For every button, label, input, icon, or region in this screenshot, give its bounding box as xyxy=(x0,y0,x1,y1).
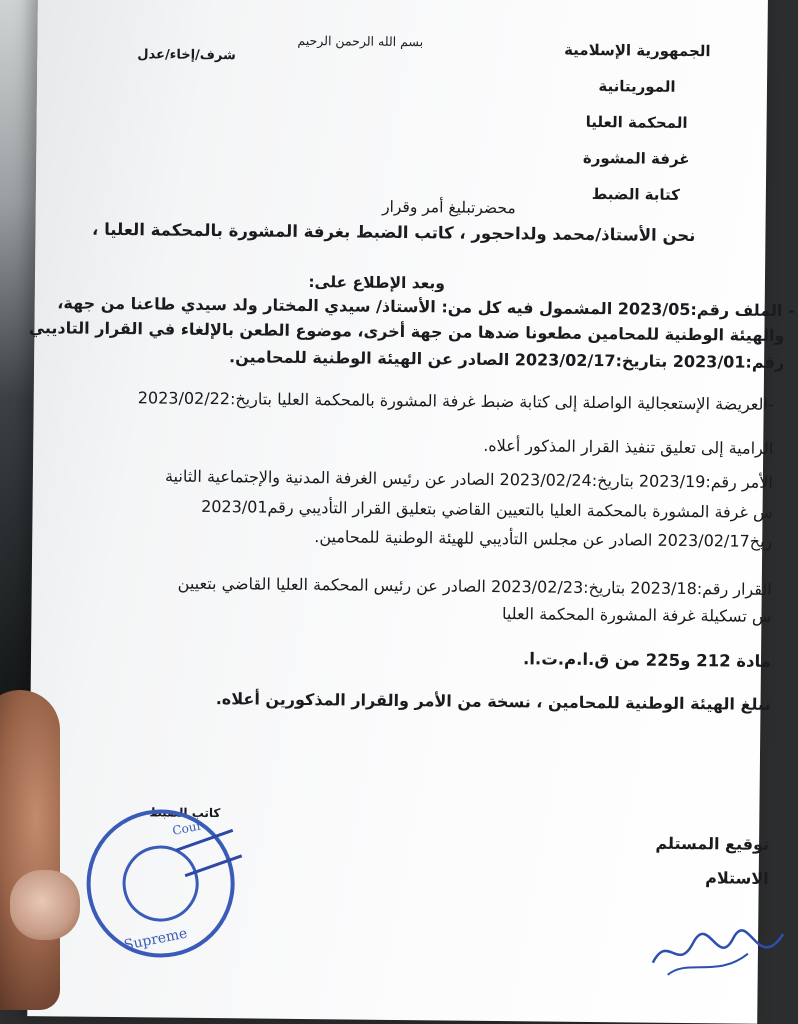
para3-line2: س غرفة المشورة بالمحكمة العليا بالتعيين القاضي بتعليق القرار التأديبي رقم2023/01 xyxy=(201,496,773,522)
para1-line2: والهيئة الوطنية للمحامين مطعونا ضدها من جهة أخرى، موضوع الطعن بالإلغاء في القرار التاديبي xyxy=(28,318,785,346)
motto: شرف/إخاء/عدل xyxy=(137,47,236,64)
office-name: كتابة الضبط xyxy=(591,184,681,204)
para1-line1: - الملف رقم:2023/05 المشمول فيه كل من: الأستاذ/ سيدي المختار ولد سيدي طاعنا من جهة، xyxy=(57,293,795,321)
thumbnail-fingernail xyxy=(10,870,80,940)
stamp-text-bottom: Supreme xyxy=(122,925,189,954)
receiver-signature-label: توقيع المستلم xyxy=(655,833,770,854)
clerk-signature-label: كاتب الضبط xyxy=(149,805,221,821)
holding-hand xyxy=(0,690,60,1010)
para4-line2: س تسكيلة غرفة المشورة المحكمة العليا xyxy=(501,604,772,626)
para3-line1: الأمر رقم:2023/19 بتاريخ:2023/02/24 الصادر عن رئيس الغرفة المدنية والإجتماعية الثانية xyxy=(164,466,773,492)
para2-line1: -العريضة الإستعجالية الواصلة إلى كتابة ضبط غرفة المشورة بالمحكمة العليا بتاريخ:2023/02/22 xyxy=(137,388,774,414)
receipt-label: الاستلام xyxy=(705,868,769,888)
para1-line3: رقم:2023/01 بتاريخ:2023/02/17 الصادر عن الهيئة الوطنية للمحامين. xyxy=(228,347,785,373)
after-review: وبعد الإطلاع على: xyxy=(308,273,446,293)
basmala: بسم الله الرحمن الرحيم xyxy=(297,32,424,50)
legal-articles: مادة 212 و225 من ق.ا.م.ت.ا. xyxy=(522,649,772,671)
para2-line2: الرامية إلى تعليق تنفيذ القرار المذكور أعلاه. xyxy=(483,435,774,458)
chamber-name: غرفة المشورة xyxy=(582,148,690,169)
stamp-text-top: Cour xyxy=(171,818,204,838)
letterhead xyxy=(536,31,738,213)
receiver-handwritten-signature xyxy=(648,913,789,984)
para4-line1: القرار رقم:2023/18 بتاريخ:2023/02/23 الصادر عن رئيس المحكمة العليا القاضي بتعيين xyxy=(177,573,772,599)
court-stamp xyxy=(73,796,247,970)
document-title: محضرتبليغ أمر وقرار xyxy=(382,197,516,218)
court-name: المحكمة العليا xyxy=(585,112,688,132)
intro-line: نحن الأستاذ/محمد ولداحجور ، كاتب الضبط بغرفة المشورة بالمحكمة العليا ، xyxy=(92,219,696,246)
para3-line3: ريخ2023/02/17 الصادر عن مجلس التأديبي للهيئة الوطنية للمحامين. xyxy=(314,527,773,551)
document-paper xyxy=(27,0,795,1024)
notification-line: نبلغ الهيئة الوطنية للمحامين ، نسخة من الأمر والقرار المذكورين أعلاه. xyxy=(215,689,771,714)
document-body xyxy=(27,0,795,1024)
country-name: الجمهورية الإسلامية الموريتانية xyxy=(564,40,711,96)
